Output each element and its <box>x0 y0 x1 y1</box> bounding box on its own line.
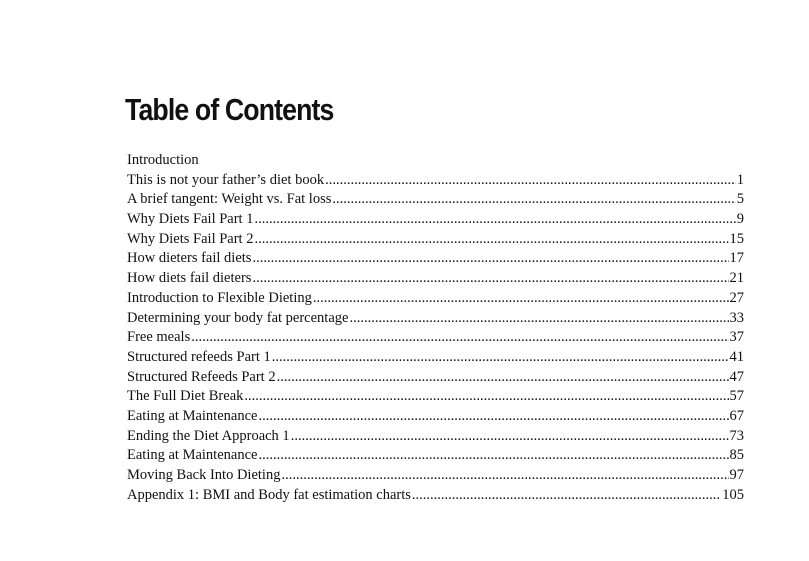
toc-entry-page: 67 <box>729 407 744 424</box>
toc-entry-title: Free meals <box>127 329 191 346</box>
toc-entry-title: Why Diets Fail Part 2 <box>127 230 254 247</box>
toc-entry[interactable] <box>127 407 744 427</box>
toc-entry-page: 37 <box>729 329 744 346</box>
toc-entry-page: 47 <box>729 368 744 385</box>
toc-entry-page: 85 <box>729 447 744 464</box>
toc-entry[interactable] <box>127 210 744 230</box>
dot-leader <box>349 309 728 329</box>
toc-entry[interactable] <box>127 171 744 191</box>
toc-entry-title: A brief tangent: Weight vs. Fat loss <box>127 191 332 208</box>
toc-entry-page: 97 <box>729 467 744 483</box>
toc-entry-page: 57 <box>729 388 744 405</box>
toc-entry-title: Moving Back Into Dieting <box>127 467 281 483</box>
dot-leader <box>254 210 735 230</box>
toc-entry-title: Structured Refeeds Part 2 <box>127 368 276 385</box>
dot-leader <box>252 269 728 289</box>
toc-entry-title: How diets fail dieters <box>127 270 252 287</box>
toc-entry[interactable] <box>127 328 744 348</box>
toc-entry-page: 27 <box>729 289 744 306</box>
toc-entry[interactable] <box>127 427 744 447</box>
toc-entry-page: 105 <box>722 486 744 503</box>
toc-entry-title: The Full Diet Break <box>127 388 244 405</box>
dot-leader <box>412 486 721 506</box>
toc-entry-title: Eating at Maintenance <box>127 447 258 464</box>
dot-leader <box>191 328 728 348</box>
dot-leader <box>244 387 728 407</box>
toc-entry[interactable] <box>127 230 744 250</box>
dot-leader <box>258 446 728 466</box>
toc-entry-page: 21 <box>729 270 744 287</box>
toc-entry-page: 41 <box>729 348 744 365</box>
toc-list <box>127 151 744 505</box>
toc-entry-title: Determining your body fat percentage <box>127 309 349 326</box>
dot-leader <box>277 368 729 388</box>
page-title: Table of Contents <box>125 92 334 127</box>
toc-entry[interactable] <box>127 190 744 210</box>
toc-entry-title: Appendix 1: BMI and Body fat estimation charts <box>127 486 411 503</box>
toc-entry[interactable] <box>127 249 744 269</box>
toc-entry[interactable] <box>127 348 744 368</box>
toc-entry[interactable] <box>127 289 744 309</box>
toc-entry-title: Ending the Diet Approach 1 <box>127 427 290 444</box>
toc-entry[interactable] <box>127 269 744 289</box>
toc-entry-page: 33 <box>729 309 744 326</box>
dot-leader <box>272 348 729 368</box>
toc-entry-page: 17 <box>729 250 744 267</box>
toc-entry[interactable] <box>127 486 744 506</box>
toc-entry[interactable] <box>127 387 744 407</box>
dot-leader <box>291 427 729 447</box>
toc-entry-title: Structured refeeds Part 1 <box>127 348 271 365</box>
toc-entry-page: 1 <box>736 171 744 188</box>
toc-entry-title: Why Diets Fail Part 1 <box>127 211 254 228</box>
toc-entry-page: 5 <box>736 191 744 208</box>
toc-entry-title: Introduction to Flexible Dieting <box>127 289 312 306</box>
toc-entry[interactable] <box>127 368 744 388</box>
toc-entry-page: 15 <box>729 230 744 247</box>
toc-entry-title: How dieters fail diets <box>127 250 252 267</box>
toc-entry-title: Eating at Maintenance <box>127 407 258 424</box>
toc-entry-page: 73 <box>729 427 744 444</box>
toc-section-heading: Introduction <box>127 152 199 168</box>
dot-leader <box>332 190 735 210</box>
dot-leader <box>252 249 728 269</box>
dot-leader <box>325 171 736 191</box>
toc-entry[interactable] <box>127 309 744 329</box>
dot-leader <box>258 407 728 427</box>
dot-leader <box>254 230 728 250</box>
dot-leader <box>281 466 728 486</box>
toc-entry-title: This is not your father’s diet book <box>127 171 325 188</box>
toc-entry[interactable] <box>127 466 744 486</box>
dot-leader <box>313 289 729 309</box>
toc-entry-page: 9 <box>736 211 744 228</box>
toc-entry[interactable] <box>127 446 744 466</box>
